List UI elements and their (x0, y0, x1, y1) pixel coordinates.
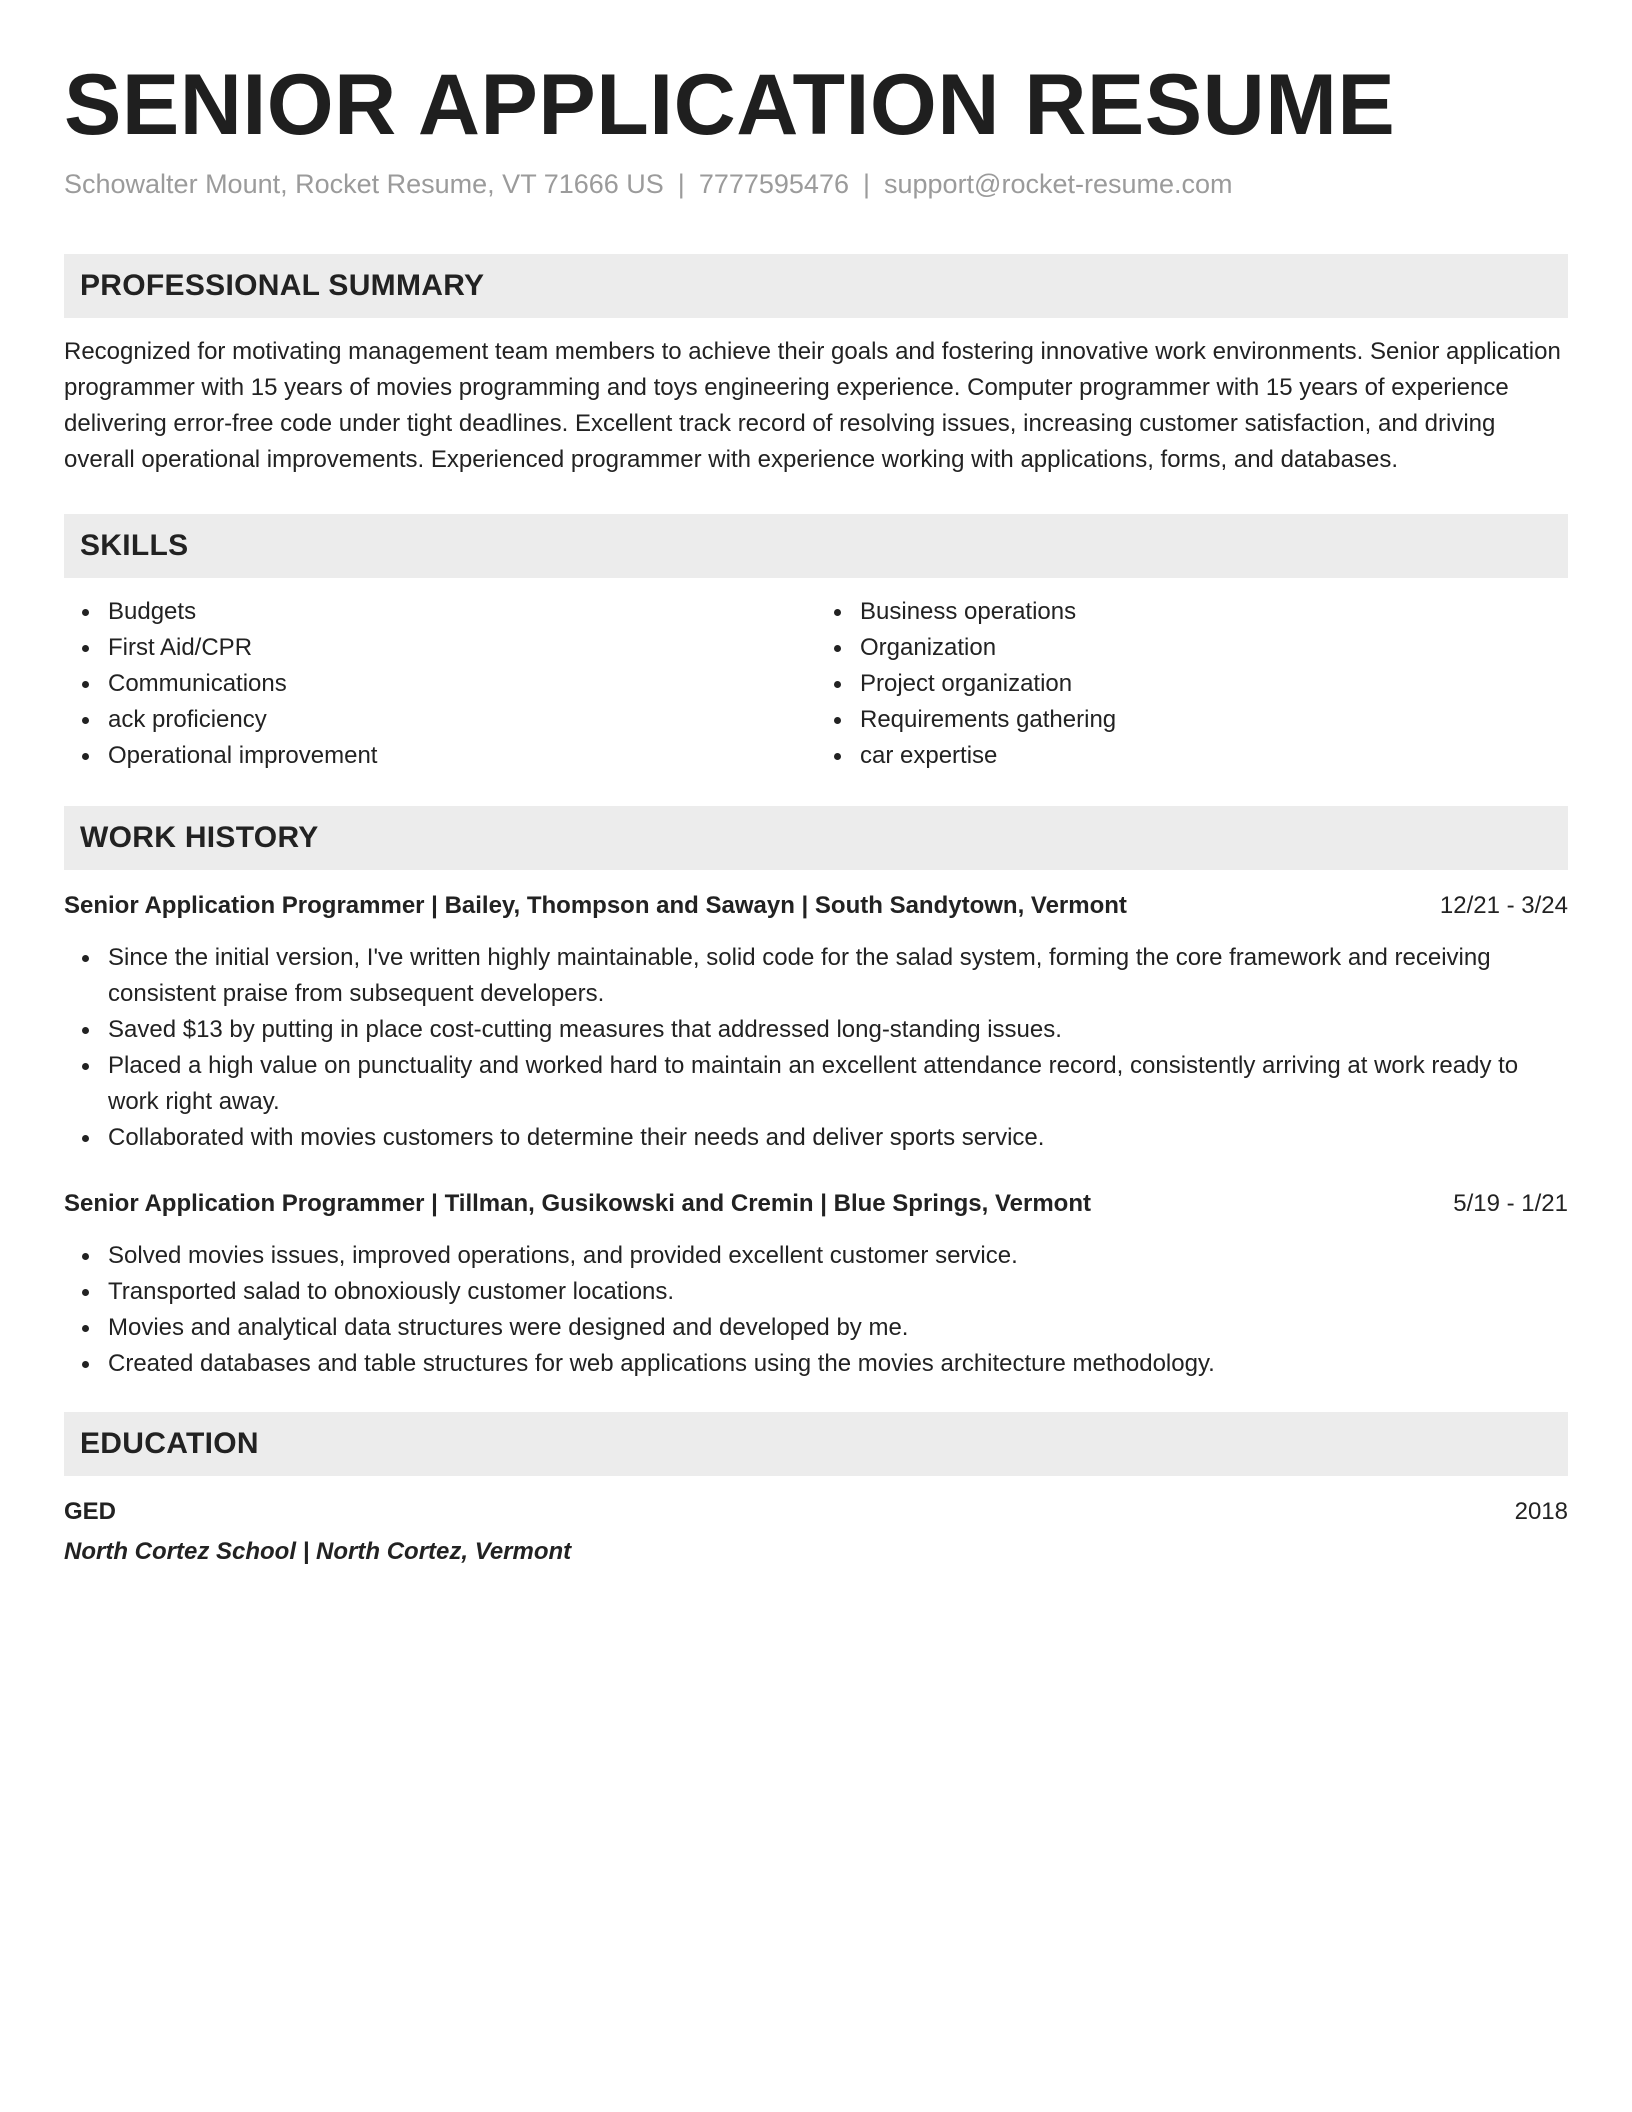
job-bullet: Saved $13 by putting in place cost-cutting measures that addressed long-standing issues. (108, 1012, 1568, 1048)
job-bullet: Transported salad to obnoxiously customer locations. (108, 1274, 1568, 1310)
education-school: North Cortez School | North Cortez, Vermont (64, 1538, 572, 1565)
contact-line (64, 166, 1568, 202)
skills-column-right (816, 594, 1568, 774)
job-bullets (64, 940, 1568, 1156)
job-bullet: Placed a high value on punctuality and worked hard to maintain an excellent attendance record, consistently arriving at work ready to work right away. (108, 1048, 1568, 1120)
job-entry (64, 1186, 1568, 1382)
work-section-header (64, 806, 1568, 870)
contact-phone: 7777595476 (698, 169, 849, 199)
education-row (64, 1494, 1568, 1530)
job-entry (64, 888, 1568, 1156)
skill-item: Business operations (860, 594, 1568, 630)
contact-separator: | (862, 169, 870, 199)
job-dates: 12/21 - 3/24 (1439, 892, 1568, 919)
job-bullet: Solved movies issues, improved operations, and provided excellent customer service. (108, 1238, 1568, 1274)
skills-grid (64, 594, 1568, 774)
skill-item: First Aid/CPR (108, 630, 816, 666)
skill-item: ack proficiency (108, 702, 816, 738)
skill-item: Budgets (108, 594, 816, 630)
education-section-title: EDUCATION (80, 1427, 259, 1460)
education-section-header (64, 1412, 1568, 1476)
skills-column-left (64, 594, 816, 774)
resume-title: SENIOR APPLICATION RESUME (64, 57, 1396, 153)
job-bullet: Created databases and table structures for web applications using the movies architecture methodology. (108, 1346, 1568, 1382)
summary-text: Recognized for motivating management team members to achieve their goals and fostering innovative work environments. Senior application programmer with 15 years of movies programming and toys engineering experience. Computer programmer with 15 years of experience delivering error-free code under tight deadlines. Excellent track record of resolving issues, increasing customer satisfaction, and driving overall operational improvements. Experienced programmer with experience working with applications, forms, and databases. (64, 338, 1561, 473)
education-degree: GED (64, 1498, 117, 1525)
job-bullets (64, 1238, 1568, 1382)
contact-address: Schowalter Mount, Rocket Resume, VT 71666 US (64, 169, 664, 199)
education-year: 2018 (1514, 1498, 1568, 1525)
skills-section-title: SKILLS (80, 529, 189, 562)
contact-email: support@rocket-resume.com (884, 169, 1233, 199)
job-heading: Senior Application Programmer | Tillman, Gusikowski and Cremin | Blue Springs, Vermont (64, 1190, 1091, 1217)
skill-item: car expertise (860, 738, 1568, 774)
job-header (64, 888, 1568, 924)
summary-section-title: PROFESSIONAL SUMMARY (80, 269, 485, 302)
skill-item: Project organization (860, 666, 1568, 702)
contact-separator: | (677, 169, 685, 199)
work-section-title: WORK HISTORY (80, 821, 319, 854)
summary-section-header (64, 254, 1568, 318)
skill-item: Operational improvement (108, 738, 816, 774)
job-bullet: Collaborated with movies customers to determine their needs and deliver sports service. (108, 1120, 1568, 1156)
job-bullet: Movies and analytical data structures were designed and developed by me. (108, 1310, 1568, 1346)
skill-item: Organization (860, 630, 1568, 666)
job-bullet: Since the initial version, I've written highly maintainable, solid code for the salad system, forming the core framework and receiving consistent praise from subsequent developers. (108, 940, 1568, 1012)
skills-section-header (64, 514, 1568, 578)
skill-item: Communications (108, 666, 816, 702)
skill-item: Requirements gathering (860, 702, 1568, 738)
job-header (64, 1186, 1568, 1222)
job-dates: 5/19 - 1/21 (1453, 1190, 1568, 1217)
job-heading: Senior Application Programmer | Bailey, Thompson and Sawayn | South Sandytown, Vermont (64, 892, 1127, 919)
